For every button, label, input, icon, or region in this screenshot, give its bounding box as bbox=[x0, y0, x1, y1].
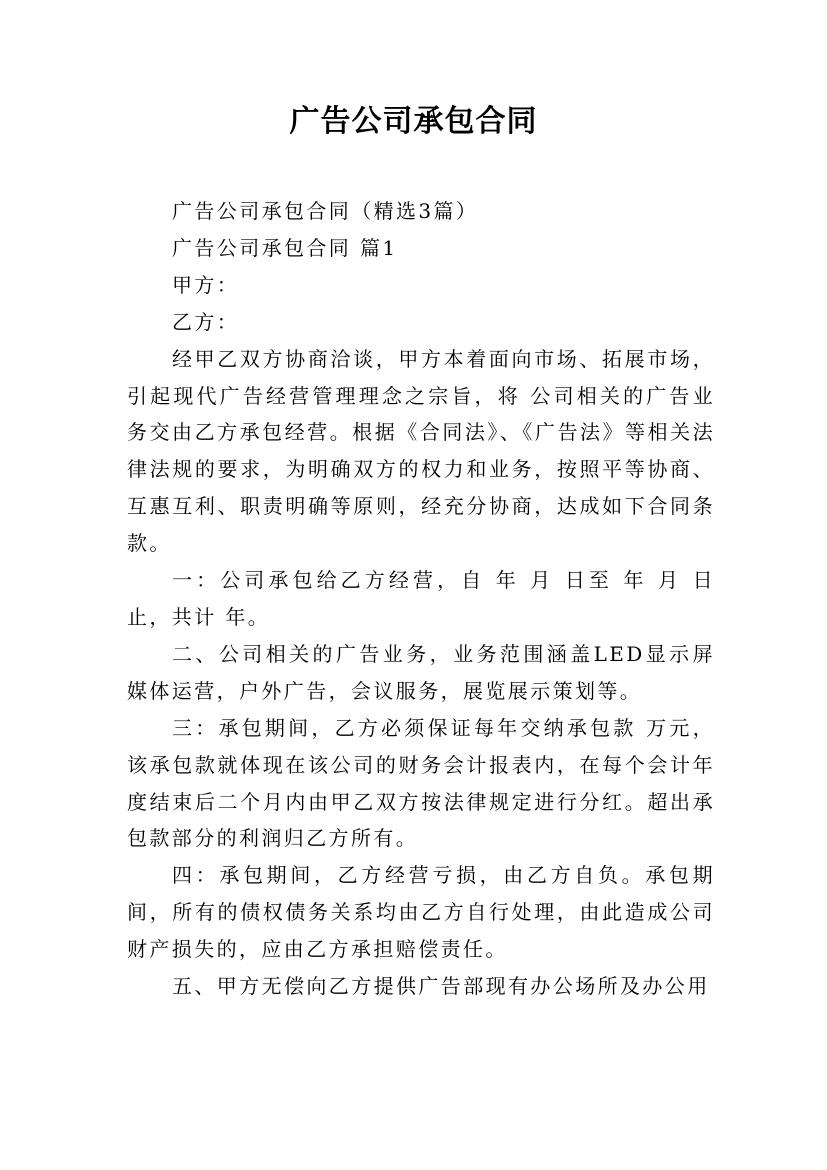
paragraph-clause-5: 五、甲方无偿向乙方提供广告部现有办公场所及办公用 bbox=[172, 974, 710, 999]
paragraph-party-b: 乙方： bbox=[172, 309, 240, 334]
paragraph-preamble: 经甲乙双方协商洽谈，甲方本着面向市场、拓展市场，引起现代广告经营管理理念之宗旨，将 公司相关的广告业务交由乙方承包经营。根据《合同法》、《广告法》等相关法律法规的要求，为明确双方的权力和业务，按照平等协商、互惠互利、职责明确等原则，经充分协商，达成如下合同条款。 bbox=[127, 346, 715, 556]
paragraph-section-heading: 广告公司承包合同 篇1 bbox=[172, 235, 398, 260]
paragraph-subtitle: 广告公司承包合同（精选3篇） bbox=[172, 199, 479, 223]
document-body bbox=[127, 193, 715, 1005]
paragraph-clause-2: 二、公司相关的广告业务，业务范围涵盖LED显示屏媒体运营，户外广告，会议服务，展览展示策划等。 bbox=[127, 641, 715, 703]
paragraph-party-a: 甲方： bbox=[172, 272, 240, 297]
document-title: 广告公司承包合同 bbox=[289, 104, 538, 139]
paragraph-clause-3: 三：承包期间，乙方必须保证每年交纳承包款 万元，该承包款就体现在该公司的财务会计报表内，在每个会计年度结束后二个月内由甲乙双方按法律规定进行分红。超出承包款部分的利润归乙方所有。 bbox=[127, 715, 715, 851]
paragraph-clause-1: 一：公司承包给乙方经营，自 年 月 日至 年 月 日止，共计 年。 bbox=[127, 568, 715, 629]
paragraph-clause-4: 四：承包期间，乙方经营亏损，由乙方自负。承包期间，所有的债权债务关系均由乙方自行处理，由此造成公司财产损失的，应由乙方承担赔偿责任。 bbox=[127, 863, 715, 962]
